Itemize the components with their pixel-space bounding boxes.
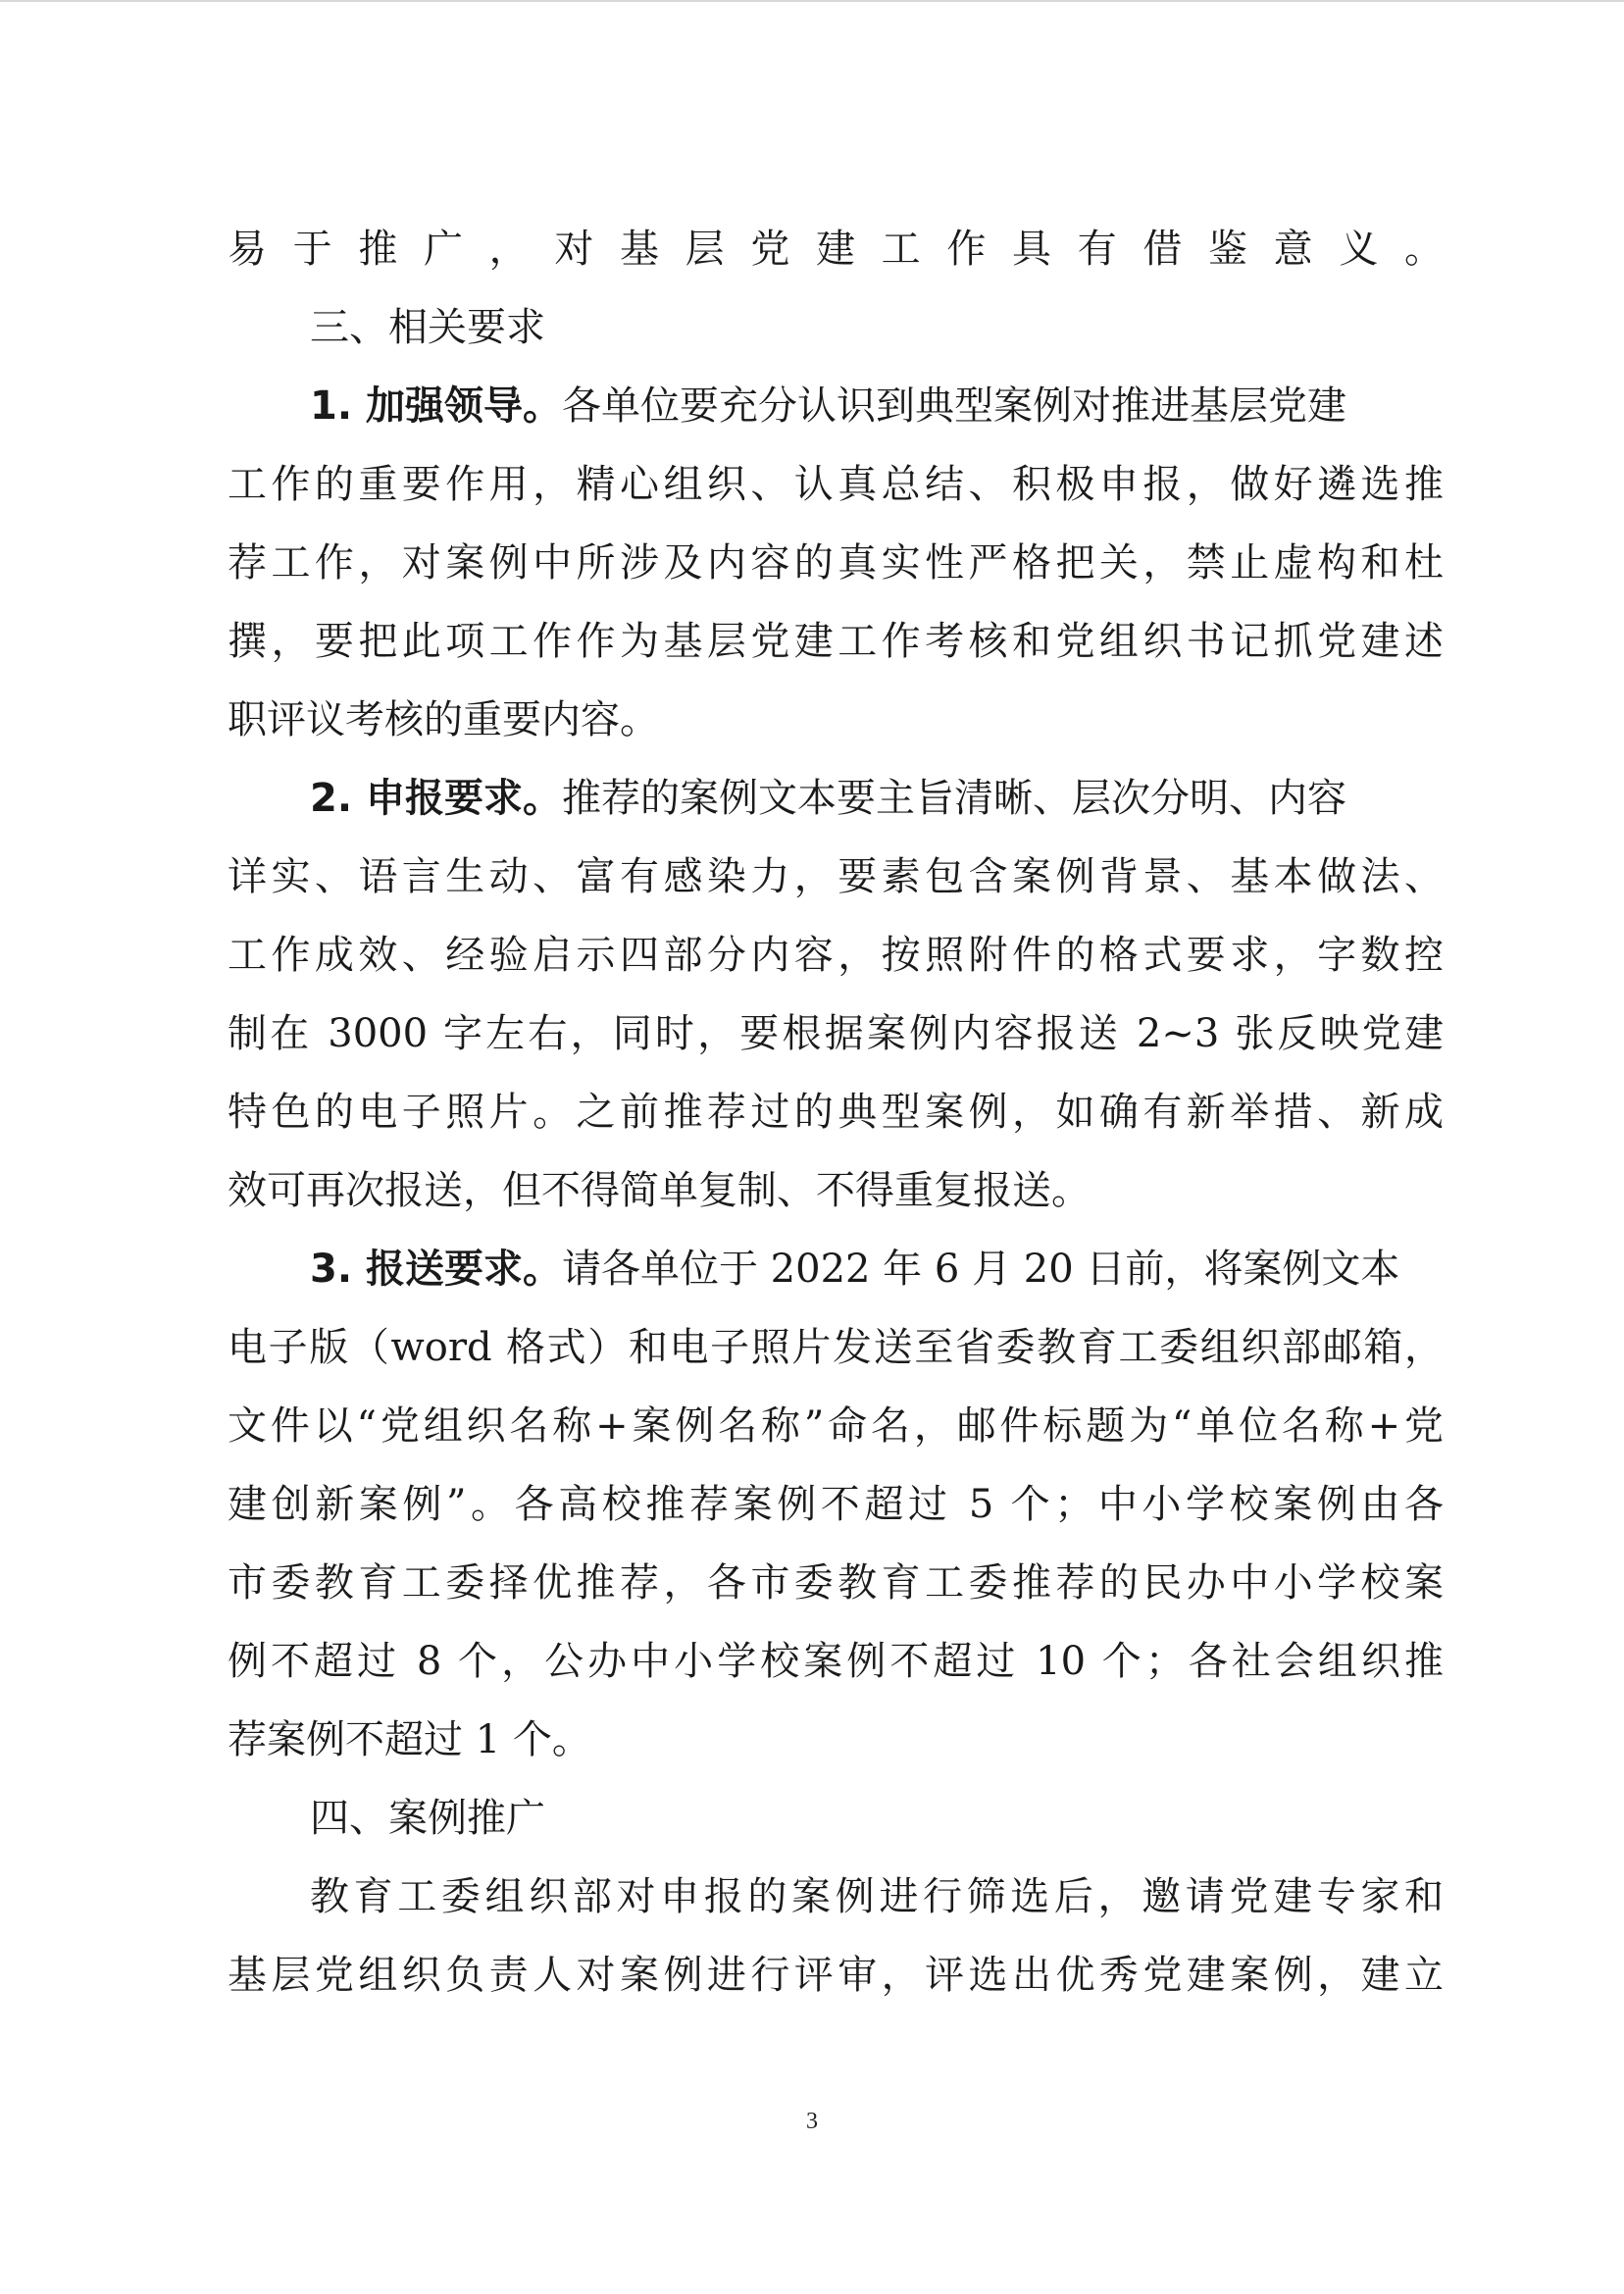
item-heading-application: 2. 申报要求。	[310, 776, 562, 821]
text-line: 荐案例不超过 1 个。	[228, 1717, 591, 1762]
text-line: 效可再次报送，但不得简单复制、不得重复报送。	[228, 1168, 1091, 1213]
text-line: 详实、语言生动、富有感染力，要素包含案例背景、基本做法、	[228, 854, 1444, 899]
text-span: 请各单位于 2022 年 6 月 20 日前，将案例文本	[561, 1247, 1400, 1292]
text-line: 市委教育工委择优推荐，各市委教育工委推荐的民办中小学校案	[228, 1560, 1444, 1606]
text-span: 各单位要充分认识到典型案例对推进基层党建	[561, 383, 1346, 429]
section-heading-requirements: 三、相关要求	[310, 305, 545, 350]
text-line: 电子版（word 格式）和电子照片发送至省委教育工委组织部邮箱，	[228, 1325, 1444, 1370]
text-line: 工作的重要作用，精心组织、认真总结、积极申报，做好遴选推	[228, 462, 1444, 507]
text-line: 教育工委组织部对申报的案例进行筛选后，邀请党建专家和	[310, 1874, 1444, 1919]
text-line: 例不超过 8 个，公办中小学校案例不超过 10 个；各社会组织推	[228, 1639, 1444, 1684]
text-line: 撰，要把此项工作作为基层党建工作考核和党组织书记抓党建述	[228, 619, 1444, 664]
section-heading-promotion: 四、案例推广	[310, 1796, 545, 1841]
paragraph-first-line	[228, 382, 1444, 430]
item-heading-submission: 3. 报送要求。	[310, 1247, 562, 1292]
text-line: 建创新案例”。各高校推荐案例不超过 5 个；中小学校案例由各	[228, 1482, 1444, 1527]
text-line: 职评议考核的重要内容。	[228, 697, 659, 742]
paragraph-first-line	[228, 775, 1444, 822]
text-span: 推荐的案例文本要主旨清晰、层次分明、内容	[561, 776, 1346, 821]
text-line: 荐工作，对案例中所涉及内容的真实性严格把关，禁止虚构和杜	[228, 540, 1444, 586]
text-line: 易于推广，对基层党建工作具有借鉴意义。	[228, 227, 1444, 272]
text-line: 特色的电子照片。之前推荐过的典型案例，如确有新举措、新成	[228, 1090, 1444, 1135]
page-number: 3	[806, 2109, 818, 2134]
page-top-edge	[0, 0, 1624, 2]
paragraph-first-line	[228, 1246, 1444, 1293]
item-heading-leadership: 1. 加强领导。	[310, 383, 562, 429]
text-line: 制在 3000 字左右，同时，要根据案例内容报送 2~3 张反映党建	[228, 1011, 1444, 1056]
text-line: 文件以“党组织名称+案例名称”命名，邮件标题为“单位名称+党	[228, 1403, 1444, 1449]
text-line: 工作成效、经验启示四部分内容，按照附件的格式要求，字数控	[228, 933, 1444, 978]
text-line: 基层党组织负责人对案例进行评审，评选出优秀党建案例，建立	[228, 1953, 1444, 1998]
